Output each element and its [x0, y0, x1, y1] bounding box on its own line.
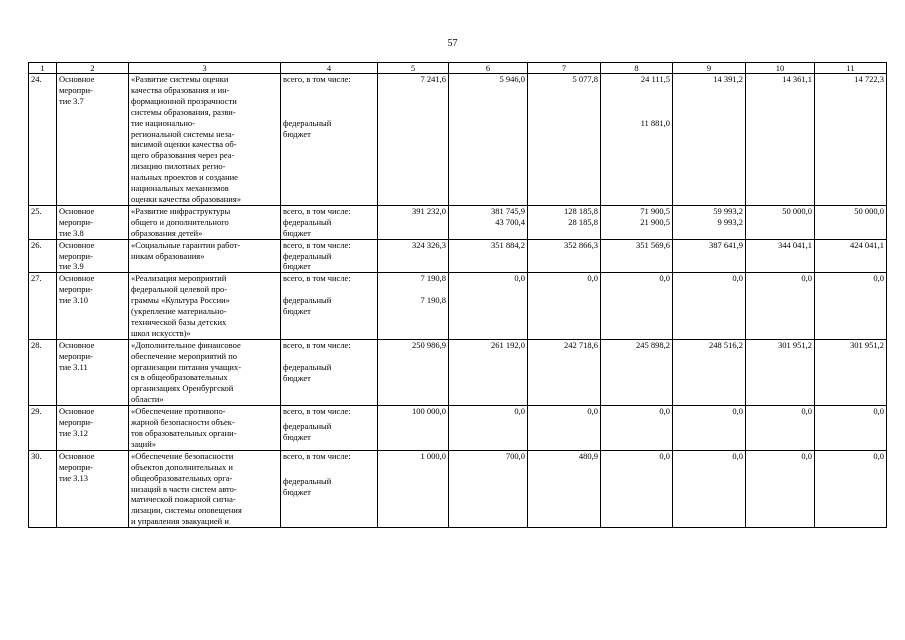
- column-header: 3: [129, 63, 281, 74]
- row-number: 26.: [31, 239, 42, 250]
- activity-name-line: технической базы детских: [131, 316, 227, 327]
- value-federal: [815, 295, 887, 339]
- row-number-cell: [29, 450, 57, 527]
- funding-source-total: всего, в том числе:: [281, 239, 378, 250]
- value-federal: [449, 476, 528, 527]
- funding-source-line: федеральный: [283, 361, 332, 372]
- activity-name-line: висимой оценки качества об-: [131, 139, 237, 150]
- funding-source-line: федеральный: [283, 295, 332, 306]
- column-header: 6: [449, 63, 528, 74]
- value-federal: [815, 217, 887, 239]
- activity-name-line: объектов дополнительных и: [131, 461, 233, 472]
- activity-line: меропри-: [59, 250, 93, 261]
- column-header: 7: [528, 63, 601, 74]
- activity-name-line: школ искусств)»: [131, 327, 191, 338]
- value-federal: [378, 217, 449, 239]
- value-federal: [528, 476, 601, 527]
- activity-name-line: граммы «Культура России»: [131, 295, 230, 306]
- row-number: 25.: [31, 205, 42, 216]
- value-total: 301 951,2: [746, 339, 815, 361]
- funding-source-federal: [281, 476, 378, 527]
- funding-source-line: федеральный: [283, 420, 332, 431]
- value-total: 391 232,0: [378, 205, 449, 216]
- value-federal: [378, 118, 449, 205]
- value-total: 0,0: [746, 450, 815, 476]
- funding-source-line: бюджет: [283, 372, 311, 383]
- value-total: 0,0: [601, 406, 673, 421]
- column-header: 1: [29, 63, 57, 74]
- activity-name-line: и управления эвакуацией и: [131, 516, 229, 527]
- activity-cell: [57, 74, 129, 206]
- value-federal: [449, 251, 528, 273]
- value-federal: [673, 362, 746, 406]
- activity-line: меропри-: [59, 84, 93, 95]
- activity-name-line: никам образования»: [131, 250, 205, 261]
- value-federal: 21 900,5: [601, 217, 673, 239]
- activity-name-line: общеобразовательных орга-: [131, 472, 233, 483]
- funding-source-line: бюджет: [283, 487, 311, 498]
- activity-line: Основное: [59, 74, 95, 84]
- activity-cell: [57, 406, 129, 451]
- value-total: 242 718,6: [528, 339, 601, 361]
- value-total: 0,0: [746, 406, 815, 421]
- value-total: 245 898,2: [601, 339, 673, 361]
- activity-cell: [57, 205, 129, 239]
- activity-line: Основное: [59, 239, 95, 250]
- value-total: 5 077,8: [528, 74, 601, 119]
- value-federal: [528, 421, 601, 451]
- funding-source-line: федеральный: [283, 216, 332, 227]
- activity-name-line: нальных проектов и создание: [131, 172, 238, 183]
- value-total: 250 986,9: [378, 339, 449, 361]
- value-total: 0,0: [449, 273, 528, 295]
- value-total: 381 745,9: [449, 205, 528, 216]
- value-federal: [528, 251, 601, 273]
- value-federal: [601, 476, 673, 527]
- value-total: 700,0: [449, 450, 528, 476]
- value-federal: [815, 476, 887, 527]
- row-number-cell: [29, 205, 57, 239]
- column-header: 11: [815, 63, 887, 74]
- value-total: 0,0: [746, 273, 815, 295]
- activity-line: Основное: [59, 450, 95, 461]
- activity-name-line: области»: [131, 394, 164, 405]
- value-federal: [378, 362, 449, 406]
- activity-name-cell: [129, 239, 281, 273]
- value-total: 351 884,2: [449, 239, 528, 250]
- row-number-cell: [29, 273, 57, 339]
- value-federal: [378, 421, 449, 451]
- activity-name-line: оценки качества образования»: [131, 193, 241, 204]
- activity-line: тие 3.7: [59, 95, 84, 106]
- funding-source-line: бюджет: [283, 227, 311, 238]
- activity-line: тие 3.11: [59, 361, 88, 372]
- column-number-row: [29, 63, 887, 74]
- page-number: 57: [447, 38, 458, 49]
- value-total: 7 190,8: [378, 273, 449, 295]
- funding-source-total: всего, в том числе:: [281, 273, 378, 295]
- value-federal: [815, 251, 887, 273]
- value-total: 7 241,6: [378, 74, 449, 119]
- funding-source-line: бюджет: [283, 306, 311, 317]
- value-federal: [746, 421, 815, 451]
- activity-line: тие 3.10: [59, 295, 89, 306]
- activity-name-cell: [129, 406, 281, 451]
- column-header: 5: [378, 63, 449, 74]
- funding-source-line: федеральный: [283, 250, 332, 261]
- value-total: 59 993,2: [673, 205, 746, 216]
- table-row: [29, 205, 887, 216]
- table-row: [29, 450, 887, 476]
- activity-name-cell: [129, 205, 281, 239]
- activity-name-line: (укрепление материально-: [131, 306, 227, 317]
- value-federal: [528, 295, 601, 339]
- value-total: 0,0: [673, 273, 746, 295]
- value-total: 261 192,0: [449, 339, 528, 361]
- activity-name-line: организации питания учащих-: [131, 361, 242, 372]
- value-federal: [601, 421, 673, 451]
- activity-name-line: качества образования и ин-: [131, 84, 230, 95]
- row-number: 30.: [31, 450, 42, 461]
- activity-name-line: образования детей»: [131, 227, 203, 238]
- value-federal: [746, 295, 815, 339]
- table-row: [29, 273, 887, 295]
- value-federal: [746, 251, 815, 273]
- value-federal: 7 190,8: [378, 295, 449, 339]
- value-federal: [528, 118, 601, 205]
- value-federal: 28 185,8: [528, 217, 601, 239]
- value-federal: [528, 362, 601, 406]
- activity-name-line: тие национально-: [131, 117, 195, 128]
- activity-name-line: матической пожарной сигна-: [131, 494, 236, 505]
- value-total: 14 722,3: [815, 74, 887, 119]
- value-total: 352 866,3: [528, 239, 601, 250]
- column-header: 2: [57, 63, 129, 74]
- funding-source-line: бюджет: [283, 431, 311, 442]
- activity-cell: [57, 273, 129, 339]
- funding-source-total: всего, в том числе:: [281, 205, 378, 216]
- funding-source-federal: [281, 251, 378, 273]
- value-federal: [601, 251, 673, 273]
- activity-name-line: «Развитие инфраструктуры: [131, 205, 231, 216]
- table-row: [29, 74, 887, 119]
- activity-line: тие 3.8: [59, 227, 84, 238]
- activity-name-line: формационной прозрачности: [131, 95, 237, 106]
- value-total: 71 900,5: [601, 205, 673, 216]
- activity-cell: [57, 239, 129, 273]
- funding-source-line: федеральный: [283, 476, 332, 487]
- value-federal: [449, 421, 528, 451]
- value-total: 0,0: [528, 406, 601, 421]
- activity-cell: [57, 450, 129, 527]
- activity-name-line: общего и дополнительного: [131, 216, 229, 227]
- value-total: 0,0: [601, 273, 673, 295]
- column-header: 9: [673, 63, 746, 74]
- value-total: 128 185,8: [528, 205, 601, 216]
- activity-line: Основное: [59, 339, 95, 350]
- activity-name-line: национальных механизмов: [131, 183, 229, 194]
- activity-line: меропри-: [59, 461, 93, 472]
- value-total: 14 391,2: [673, 74, 746, 119]
- value-federal: [746, 476, 815, 527]
- row-number-cell: [29, 239, 57, 273]
- activity-name-line: лизации, системы оповещения: [131, 505, 242, 516]
- value-total: 344 041,1: [746, 239, 815, 250]
- funding-source-total: всего, в том числе:: [281, 450, 378, 476]
- value-total: 0,0: [815, 273, 887, 295]
- funding-source-line: бюджет: [283, 129, 311, 140]
- row-number-cell: [29, 339, 57, 405]
- activity-name-line: низаций в части систем авто-: [131, 483, 237, 494]
- value-federal: [746, 118, 815, 205]
- value-federal: [673, 421, 746, 451]
- activity-name-line: ся в общеобразовательных: [131, 372, 228, 383]
- activity-name-line: заций»: [131, 438, 157, 449]
- activity-name-line: организациях Оренбургской: [131, 383, 234, 394]
- table-row: [29, 239, 887, 250]
- value-total: 0,0: [601, 450, 673, 476]
- row-number: 29.: [31, 406, 42, 417]
- activity-name-line: лизацию пилотных регио-: [131, 161, 226, 172]
- row-number-cell: [29, 406, 57, 451]
- value-total: 0,0: [673, 450, 746, 476]
- value-total: 50 000,0: [746, 205, 815, 216]
- value-total: 0,0: [815, 450, 887, 476]
- value-federal: [815, 421, 887, 451]
- value-federal: [378, 251, 449, 273]
- column-header: 10: [746, 63, 815, 74]
- funding-source-federal: [281, 118, 378, 205]
- funding-source-total: всего, в том числе:: [281, 406, 378, 421]
- table-row: [29, 406, 887, 421]
- value-total: 1 000,0: [378, 450, 449, 476]
- activity-name-line: системы образования, разви-: [131, 106, 236, 117]
- value-federal: 9 993,2: [673, 217, 746, 239]
- funding-source-federal: [281, 217, 378, 239]
- activity-name-line: «Развитие системы оценки: [131, 74, 229, 84]
- activity-line: тие 3.13: [59, 472, 89, 483]
- row-number: 28.: [31, 339, 42, 350]
- activity-line: меропри-: [59, 284, 93, 295]
- funding-source-total: всего, в том числе:: [281, 339, 378, 361]
- value-total: 0,0: [528, 273, 601, 295]
- value-total: 301 951,2: [815, 339, 887, 361]
- value-total: 14 361,1: [746, 74, 815, 119]
- value-federal: 43 700,4: [449, 217, 528, 239]
- activity-name-cell: [129, 450, 281, 527]
- funding-source-federal: [281, 421, 378, 451]
- value-federal: [601, 362, 673, 406]
- value-federal: [601, 295, 673, 339]
- funding-source-line: бюджет: [283, 261, 311, 272]
- activity-name-line: «Обеспечение безопасности: [131, 450, 234, 461]
- activity-name-cell: [129, 74, 281, 206]
- activity-line: Основное: [59, 205, 95, 216]
- activity-line: тие 3.9: [59, 261, 84, 272]
- funding-source-federal: [281, 295, 378, 339]
- activity-line: меропри-: [59, 350, 93, 361]
- table-row: [29, 339, 887, 361]
- financing-table: [28, 62, 887, 528]
- activity-name-line: тов образовательных органи-: [131, 428, 237, 438]
- activity-name-line: «Обеспечение противопо-: [131, 406, 226, 417]
- value-federal: [378, 476, 449, 527]
- activity-name-cell: [129, 273, 281, 339]
- column-header: 8: [601, 63, 673, 74]
- activity-cell: [57, 339, 129, 405]
- value-federal: [673, 295, 746, 339]
- value-total: 50 000,0: [815, 205, 887, 216]
- funding-source-total: всего, в том числе:: [281, 74, 378, 119]
- value-federal: [449, 362, 528, 406]
- activity-line: меропри-: [59, 216, 93, 227]
- activity-line: Основное: [59, 273, 95, 284]
- activity-name-line: обеспечение мероприятий по: [131, 350, 238, 361]
- value-federal: [449, 295, 528, 339]
- activity-name-line: «Социальные гарантии работ-: [131, 239, 241, 250]
- funding-source-line: федеральный: [283, 118, 332, 129]
- activity-name-cell: [129, 339, 281, 405]
- value-total: 351 569,6: [601, 239, 673, 250]
- activity-name-line: региональной системы неза-: [131, 128, 235, 139]
- activity-line: Основное: [59, 406, 95, 417]
- value-total: 424 041,1: [815, 239, 887, 250]
- value-federal: [815, 118, 887, 205]
- value-federal: [449, 118, 528, 205]
- activity-line: меропри-: [59, 417, 93, 428]
- value-total: 5 946,0: [449, 74, 528, 119]
- value-federal: 11 881,0: [601, 118, 673, 205]
- value-total: 248 516,2: [673, 339, 746, 361]
- row-number-cell: [29, 74, 57, 206]
- row-number: 27.: [31, 273, 42, 284]
- row-number: 24.: [31, 74, 42, 84]
- value-total: 480,9: [528, 450, 601, 476]
- funding-source-federal: [281, 362, 378, 406]
- value-federal: [746, 217, 815, 239]
- value-total: 0,0: [815, 406, 887, 421]
- value-federal: [673, 251, 746, 273]
- activity-name-line: «Реализация мероприятий: [131, 273, 227, 284]
- value-total: 324 326,3: [378, 239, 449, 250]
- value-total: 24 111,5: [601, 74, 673, 119]
- column-header: 4: [281, 63, 378, 74]
- activity-name-line: щего образования через реа-: [131, 150, 235, 161]
- value-total: 100 000,0: [378, 406, 449, 421]
- value-federal: [815, 362, 887, 406]
- activity-name-line: жарной безопасности объек-: [131, 417, 235, 428]
- value-total: 0,0: [673, 406, 746, 421]
- activity-line: тие 3.12: [59, 428, 89, 438]
- value-federal: [673, 118, 746, 205]
- activity-name-line: «Дополнительное финансовое: [131, 339, 241, 350]
- activity-name-line: федеральной целевой про-: [131, 284, 228, 295]
- value-federal: [673, 476, 746, 527]
- value-total: 0,0: [449, 406, 528, 421]
- value-total: 387 641,9: [673, 239, 746, 250]
- value-federal: [746, 362, 815, 406]
